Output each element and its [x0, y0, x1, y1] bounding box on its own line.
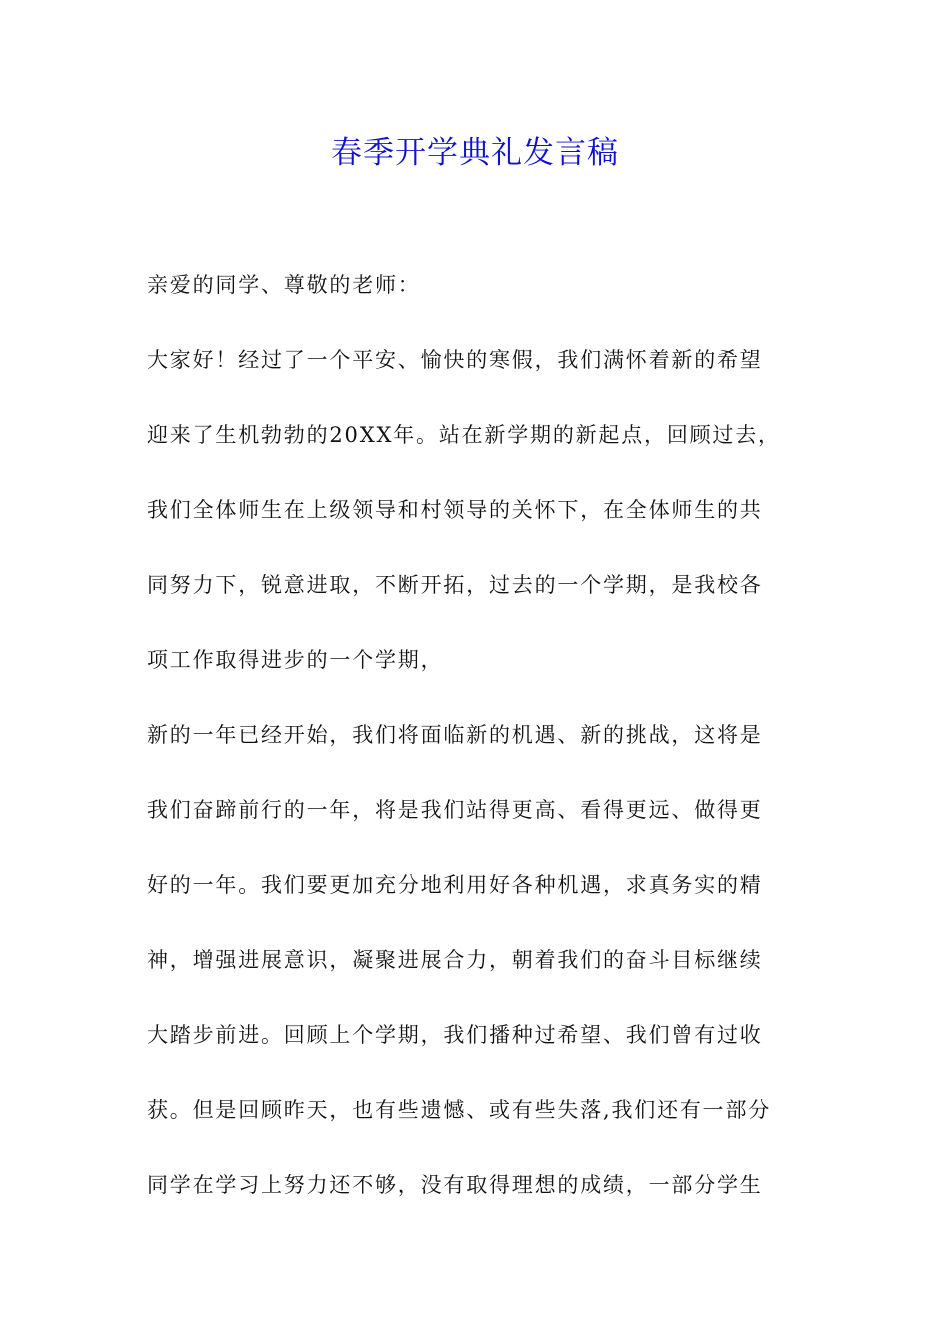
body-line: 大踏步前进。回顾上个学期，我们播种过希望、我们曾有过收 — [147, 1023, 763, 1047]
body-line: 我们奋蹄前行的一年，将是我们站得更高、看得更远、做得更 — [147, 798, 763, 822]
body-line: 项工作取得进步的一个学期， — [147, 648, 444, 672]
document-title: 春季开学典礼发言稿 — [331, 135, 619, 171]
body-line: 好的一年。我们要更加充分地利用好各种机遇，求真务实的精 — [147, 873, 763, 897]
document-body — [147, 262, 807, 1237]
body-line: 同学在学习上努力还不够，没有取得理想的成绩，一部分学生 — [147, 1173, 763, 1197]
body-line: 迎来了生机勃勃的20XX年。站在新学期的新起点，回顾过去， — [147, 423, 781, 447]
body-line: 新的一年已经开始，我们将面临新的机遇、新的挑战，这将是 — [147, 723, 763, 747]
salutation-line: 亲爱的同学、尊敬的老师： — [147, 273, 421, 297]
body-line: 获。但是回顾昨天，也有些遗憾、或有些失落,我们还有一部分 — [147, 1098, 772, 1122]
body-line: 神，增强进展意识，凝聚进展合力，朝着我们的奋斗目标继续 — [147, 948, 763, 972]
body-line: 同努力下，锐意进取，不断开拓，过去的一个学期，是我校各 — [147, 573, 763, 597]
body-line: 我们全体师生在上级领导和村领导的关怀下，在全体师生的共 — [147, 498, 763, 522]
body-line: 大家好！经过了一个平安、愉快的寒假，我们满怀着新的希望 — [147, 348, 763, 372]
